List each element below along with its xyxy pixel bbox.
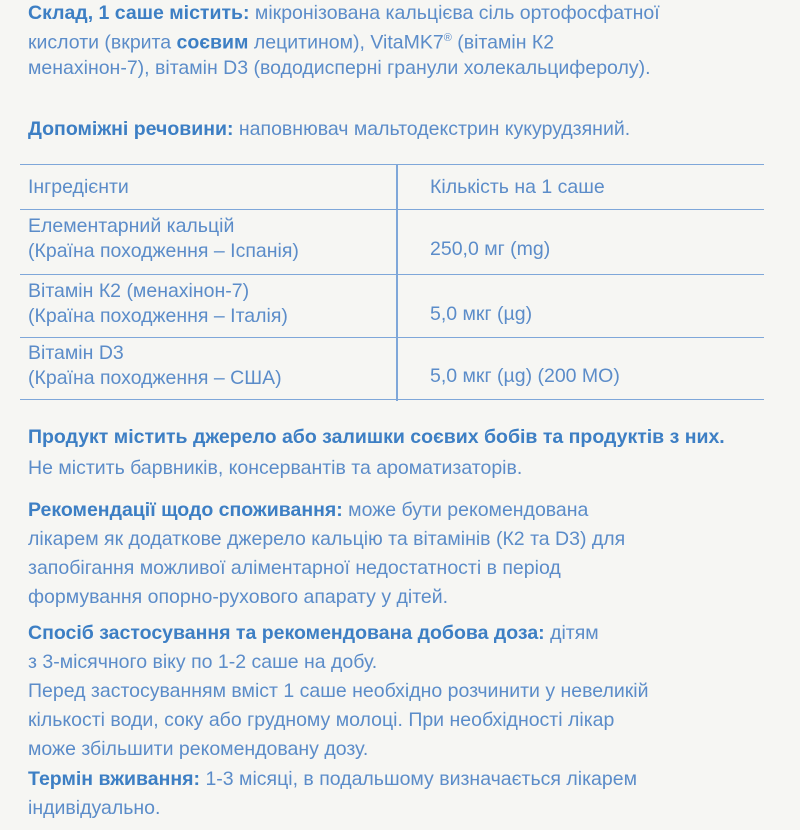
term-section — [28, 768, 778, 820]
no-additives-notice: Не містить барвників, консервантів та ароматизаторів. — [28, 457, 523, 479]
composition-heading: Склад, 1 саше містить: — [28, 2, 250, 24]
dosage-line-2: з 3-місячного віку по 1-2 саше на добу. — [28, 651, 378, 673]
ingredient-cell — [28, 215, 299, 263]
notice-section — [28, 426, 778, 480]
ingredients-table — [20, 164, 764, 400]
term-text-1: 1-3 місяці, в подальшому визначається лікарем — [200, 768, 637, 790]
recommendations-line-2: лікарем як додаткове джерело кальцію та вітамінів (К2 та D3) для — [28, 528, 626, 550]
ingredient-name: Вітамін К2 (менахінон-7) — [28, 280, 250, 302]
recommendations-heading: Рекомендації щодо споживання: — [28, 499, 343, 521]
ingredient-origin: (Країна походження – США) — [28, 367, 282, 389]
ingredient-amount: 250,0 мг (mg) — [430, 238, 551, 260]
term-heading: Термін вживання: — [28, 768, 201, 790]
ingredient-cell — [28, 280, 288, 328]
ingredient-name: Елементарний кальцій — [28, 215, 235, 237]
table-row — [20, 338, 764, 400]
ingredient-amount: 5,0 мкг (µg) (200 МО) — [430, 365, 620, 387]
header-amount: Кількість на 1 саше — [430, 176, 605, 198]
composition-soy-bold: соєвим — [176, 31, 249, 54]
composition-line-3: менахінон-7), вітамін D3 (вододисперні гранули холекальциферолу). — [28, 56, 651, 79]
ingredient-cell — [28, 342, 282, 390]
term-line-2: індивідуально. — [28, 797, 161, 819]
dosage-line-5: може збільшити рекомендовану дозу. — [28, 738, 369, 760]
table-row — [20, 210, 764, 275]
composition-text-2b: лецитином), VitaMK7 — [248, 31, 444, 54]
table-column-divider — [396, 165, 398, 401]
dosage-section — [28, 622, 778, 761]
ingredient-amount: 5,0 мкг (µg) — [430, 303, 533, 325]
excipients-text: наповнювач мальтодекстрин кукурудзяний. — [233, 118, 631, 140]
composition-text-2a: кислоти (вкрита — [28, 31, 177, 54]
term-line-1 — [28, 768, 778, 791]
composition-section — [28, 2, 778, 80]
recommendations-line-1 — [28, 499, 778, 522]
table-row — [20, 275, 764, 338]
composition-text-2c: (вітамін К2 — [451, 31, 555, 54]
composition-line-2 — [28, 27, 778, 55]
registered-mark: ® — [443, 32, 452, 44]
composition-text-1: мікронізована кальцієва сіль ортофосфатної — [249, 2, 660, 24]
recommendations-section — [28, 499, 778, 609]
composition-line-1 — [28, 2, 778, 25]
table-header-row — [20, 164, 764, 210]
excipients-section — [28, 118, 778, 141]
ingredient-origin: (Країна походження – Іспанія) — [28, 240, 299, 262]
soy-notice: Продукт містить джерело або залишки соєвих бобів та продуктів з них. — [28, 426, 725, 448]
dosage-text-1: дітям — [544, 622, 599, 644]
recommendations-line-4: формування опорно-рухового апарату у дітей. — [28, 586, 449, 608]
recommendations-text-1: може бути рекомендована — [342, 499, 589, 521]
recommendations-line-3: запобігання можливої аліментарної недостатності в період — [28, 557, 561, 579]
excipients-line — [28, 118, 778, 141]
header-ingredients: Інгредієнти — [28, 176, 129, 198]
dosage-line-3: Перед застосуванням вміст 1 саше необхідно розчинити у невеликій — [28, 680, 649, 702]
excipients-heading: Допоміжні речовини: — [28, 118, 234, 140]
dosage-line-4: кількості води, соку або грудному молоці. При необхідності лікар — [28, 709, 615, 731]
dosage-line-1 — [28, 622, 778, 645]
dosage-heading: Спосіб застосування та рекомендована добова доза: — [28, 622, 545, 644]
ingredient-origin: (Країна походження – Італія) — [28, 305, 288, 327]
ingredient-name: Вітамін D3 — [28, 342, 124, 364]
